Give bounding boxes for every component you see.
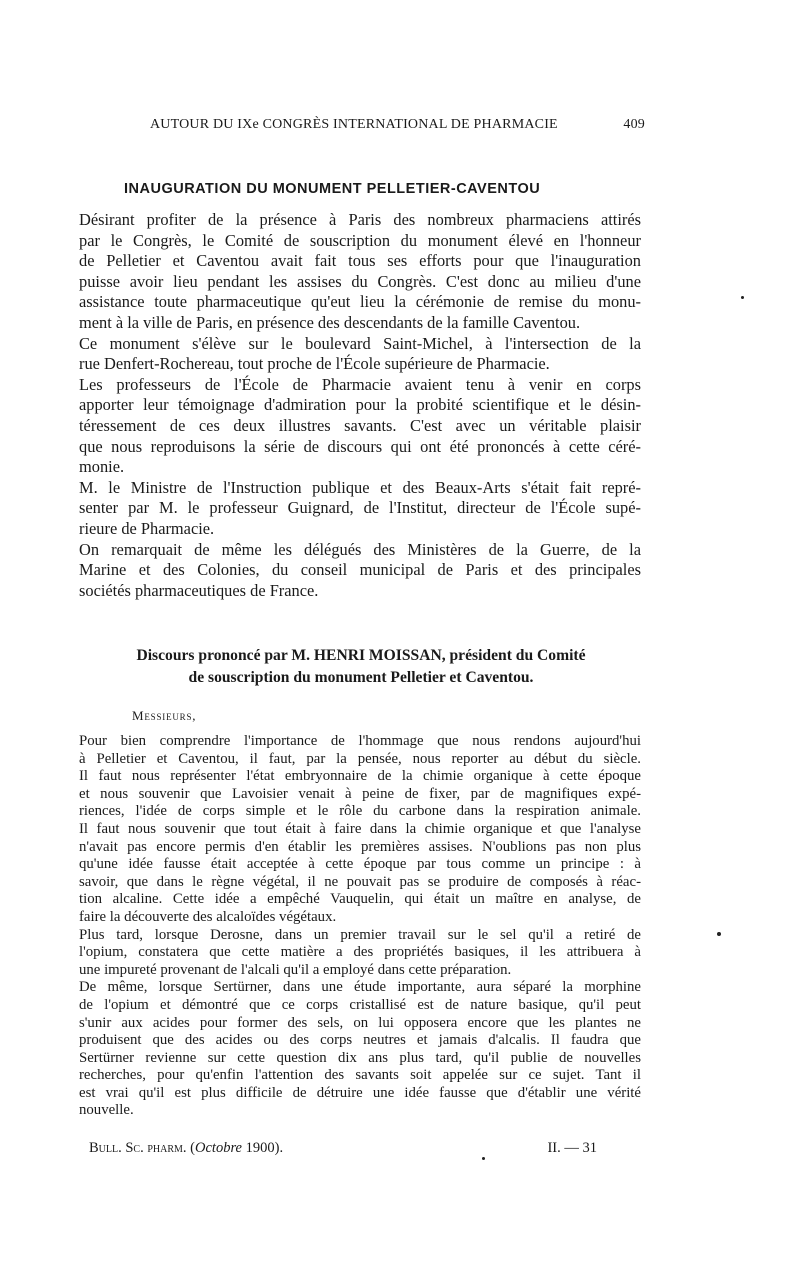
print-speck xyxy=(717,932,721,936)
intro-line: On remarquait de même les délégués des Ministères de la Guerre, de la xyxy=(79,539,641,559)
print-speck xyxy=(482,1157,485,1160)
intro-line: téressement de ces deux illustres savants. C'est avec un véritable plaisir xyxy=(79,415,641,435)
intro-line: rieure de Pharmacie. xyxy=(79,518,215,538)
speech-line: Pour bien comprendre l'importance de l'hommage que nous rendons aujourd'hui xyxy=(79,733,641,749)
print-speck xyxy=(741,296,744,299)
speech-line: recherches, pour qu'enfin l'attention des savants soit appelée sur ce sujet. Tant il xyxy=(79,1067,641,1084)
speech-line: nouvelle. xyxy=(79,1102,134,1119)
intro-line: apporter leur témoignage d'admiration pour la probité scientifique et le désin- xyxy=(79,395,641,415)
running-title: AUTOUR DU IXe CONGRÈS INTERNATIONAL DE PHARMACIE xyxy=(150,117,558,132)
speech-line: Sertürner revienne sur cette question dix ans plus tard, qu'il publie de nouvelles xyxy=(79,1049,641,1066)
discours-heading xyxy=(80,645,642,689)
speech-line: riences, l'idée de corps simple et le rôle du carbone dans la respiration animale. xyxy=(79,803,641,820)
salutation: Messieurs, xyxy=(132,708,197,723)
intro-line: Marine et des Colonies, du conseil municipal de Paris et des principales xyxy=(79,560,641,580)
intro-line: assistance toute pharmaceutique qu'eut lieu la cérémonie de remise du monu- xyxy=(79,292,641,312)
speech-line: s'unir aux acides pour former des sels, on lui opposera encore que les plantes ne xyxy=(79,1014,641,1031)
intro-line: de Pelletier et Caventou avait fait tous ses efforts pour que l'inauguration xyxy=(79,251,641,271)
footer-journal: Bull. Sc. pharm. xyxy=(89,1140,187,1156)
intro-line: Désirant profiter de la présence à Paris des nombreux pharmaciens attirés xyxy=(79,210,641,229)
intro-line: ment à la ville de Paris, en présence des descendants de la famille Caventou. xyxy=(79,312,581,332)
intro-line: que nous reproduisons la série de discours qui ont été prononcés à cette céré- xyxy=(79,436,641,456)
footer-open-paren: ( xyxy=(190,1140,196,1156)
discours-heading-line-1: Discours prononcé par M. HENRI MOISSAN, président du Comité xyxy=(136,647,586,664)
speech-line: à Pelletier et Caventou, il faut, par la pensée, nous reporter au début du siècle. xyxy=(79,750,641,767)
intro-line: monie. xyxy=(79,457,125,477)
speech-line: une impureté provenant de l'alcali qu'il a employé dans cette préparation. xyxy=(79,961,512,978)
speech-line: produisent que des acides ou des corps neutres et jamais d'alcalis. Il faudra que xyxy=(79,1032,641,1049)
speech-line: n'avait pas encore permis d'en établir les premières assises. N'oublions pas non plus xyxy=(79,838,641,855)
speech-line: Il faut nous souvenir que tout était à faire dans la chimie organique et que l'analyse xyxy=(79,820,641,837)
speech-line: est vrai qu'il est plus difficile de détruire une idée fausse que d'établir une vérité xyxy=(79,1084,641,1101)
intro-text xyxy=(79,210,641,601)
speech-line: De même, lorsque Sertürner, dans une étude importante, aura séparé la morphine xyxy=(79,979,641,996)
discours-heading-line-2: de souscription du monument Pelletier et Caventou. xyxy=(188,669,534,686)
speech-line: Plus tard, lorsque Derosne, dans un premier travail sur le sel qu'il a retiré de xyxy=(79,926,641,943)
speech-line: de l'opium et démontré que ce corps cristallisé est de nature basique, qu'il peut xyxy=(79,996,641,1013)
speech-text xyxy=(79,733,641,1120)
speech-line: tion alcaline. Cette idée a empêché Vauquelin, qui était un maître en analyse, de xyxy=(79,891,641,908)
speech-line: l'opium, constatera que cette matière a des propriétés basiques, il les attribuera à xyxy=(79,944,641,961)
intro-line: M. le Ministre de l'Instruction publique et des Beaux-Arts s'était fait repré- xyxy=(79,477,641,497)
intro-line: par le Congrès, le Comité de souscription du monument élevé en l'honneur xyxy=(79,230,641,250)
section-title: INAUGURATION DU MONUMENT PELLETIER-CAVENTOU xyxy=(124,181,541,197)
page-number: 409 xyxy=(623,117,645,132)
speech-line: savoir, que dans le règne végétal, il ne pouvait pas se produire de composés à réac- xyxy=(79,873,641,890)
speech-line: qu'une idée fausse était acceptée à cette époque par tous comme un principe : à xyxy=(79,856,641,873)
intro-line: Les professeurs de l'École de Pharmacie avaient tenu à venir en corps xyxy=(79,374,641,394)
intro-line: puisse avoir lieu pendant les assises du Congrès. C'est donc au milieu d'une xyxy=(79,271,641,291)
footer-volume: II. — 31 xyxy=(547,1140,597,1156)
speech-line: faire la découverte des alcaloïdes végétaux. xyxy=(79,908,337,925)
intro-line: senter par M. le professeur Guignard, de l'Institut, directeur de l'École supé- xyxy=(79,498,641,518)
intro-line: Ce monument s'élève sur le boulevard Saint-Michel, à l'intersection de la xyxy=(79,333,641,353)
speech-line: Il faut nous représenter l'état embryonnaire de la chimie organique à cette époque xyxy=(79,768,641,785)
intro-line: sociétés pharmaceutiques de France. xyxy=(79,580,319,600)
intro-line: rue Denfert-Rochereau, tout proche de l'École supérieure de Pharmacie. xyxy=(79,354,550,374)
speech-line: et nous souvenir que Lavoisier venait à peine de fixer, par de magnifiques expé- xyxy=(79,785,641,802)
footer-citation xyxy=(89,1140,283,1157)
footer-month: Octobre xyxy=(195,1140,242,1156)
footer-year: 1900). xyxy=(245,1140,284,1156)
